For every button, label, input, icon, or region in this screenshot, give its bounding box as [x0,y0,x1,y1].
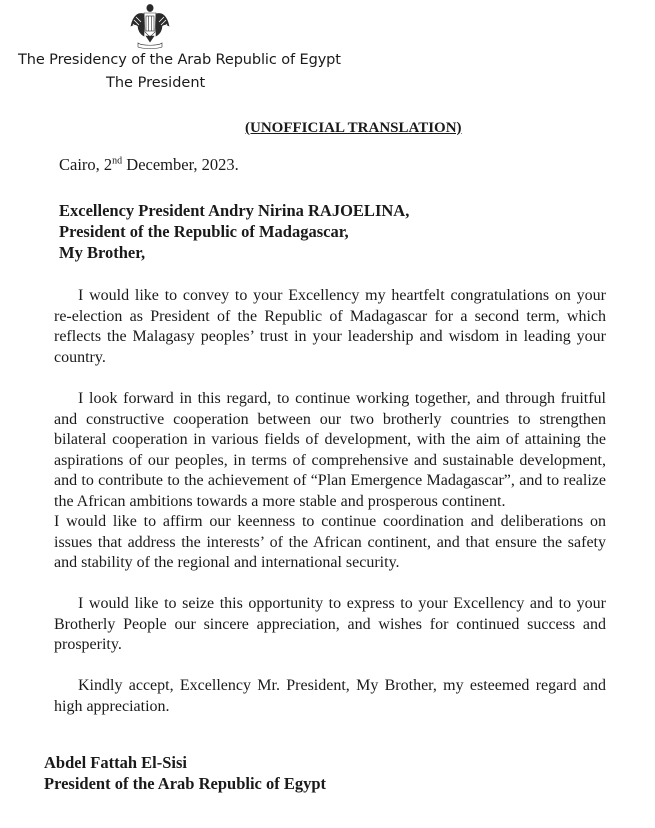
body-paragraph-1: I would like to convey to your Excellency my heartfelt congratulations on your re-election as President of the Republic of Madagascar for a second term, which reflects the Malagasy peoples’ trust in your leadership and wisdom in leading your country. [54,287,606,366]
addressee-line-3: My Brother, [59,243,146,262]
body-paragraph-4: I would like to seize this opportunity to express to your Excellency and to your Brotherly People our sincere appreciation, and wishes for continued success and prosperity. [54,595,606,653]
header-president: The President [106,75,206,91]
body-paragraph-3: I would like to affirm our keenness to continue coordination and deliberations on issues that address the interests’ of the African continent, and that ensure the safety and stability of the regional and international security. [54,513,606,571]
signature-name: Abdel Fattah El-Sisi [44,753,188,772]
translation-note: (UNOFFICIAL TRANSLATION) [245,120,462,136]
body-paragraph-5: Kindly accept, Excellency Mr. President, My Brother, my esteemed regard and high appreciation. [54,677,606,715]
date-prefix: Cairo, 2 [59,155,113,174]
addressee-line-1: Excellency President Andry Nirina RAJOELINA, [59,201,410,220]
date-superscript: nd [112,155,123,167]
date-line [59,155,239,175]
addressee-block [59,200,409,263]
signature-title: President of the Arab Republic of Egypt [44,774,327,793]
header-presidency: The Presidency of the Arab Republic of Egypt [18,52,341,68]
addressee-line-2: President of the Republic of Madagascar, [59,222,349,241]
eagle-emblem-icon [128,2,172,50]
signature-block [44,752,326,794]
date-suffix: December, 2023. [122,155,239,174]
body-paragraph-2: I look forward in this regard, to continue working together, and through fruitful and constructive cooperation between our two brotherly countries to strengthen bilateral cooperation in various fields of development, with the aim of attaining the aspirations of our peoples, in terms of comprehensive and sustainable development, and to contribute to the achievement of “Plan Emergence Madagascar”, and to realize the African ambitions towards a more stable and prosperous continent. [54,390,606,510]
